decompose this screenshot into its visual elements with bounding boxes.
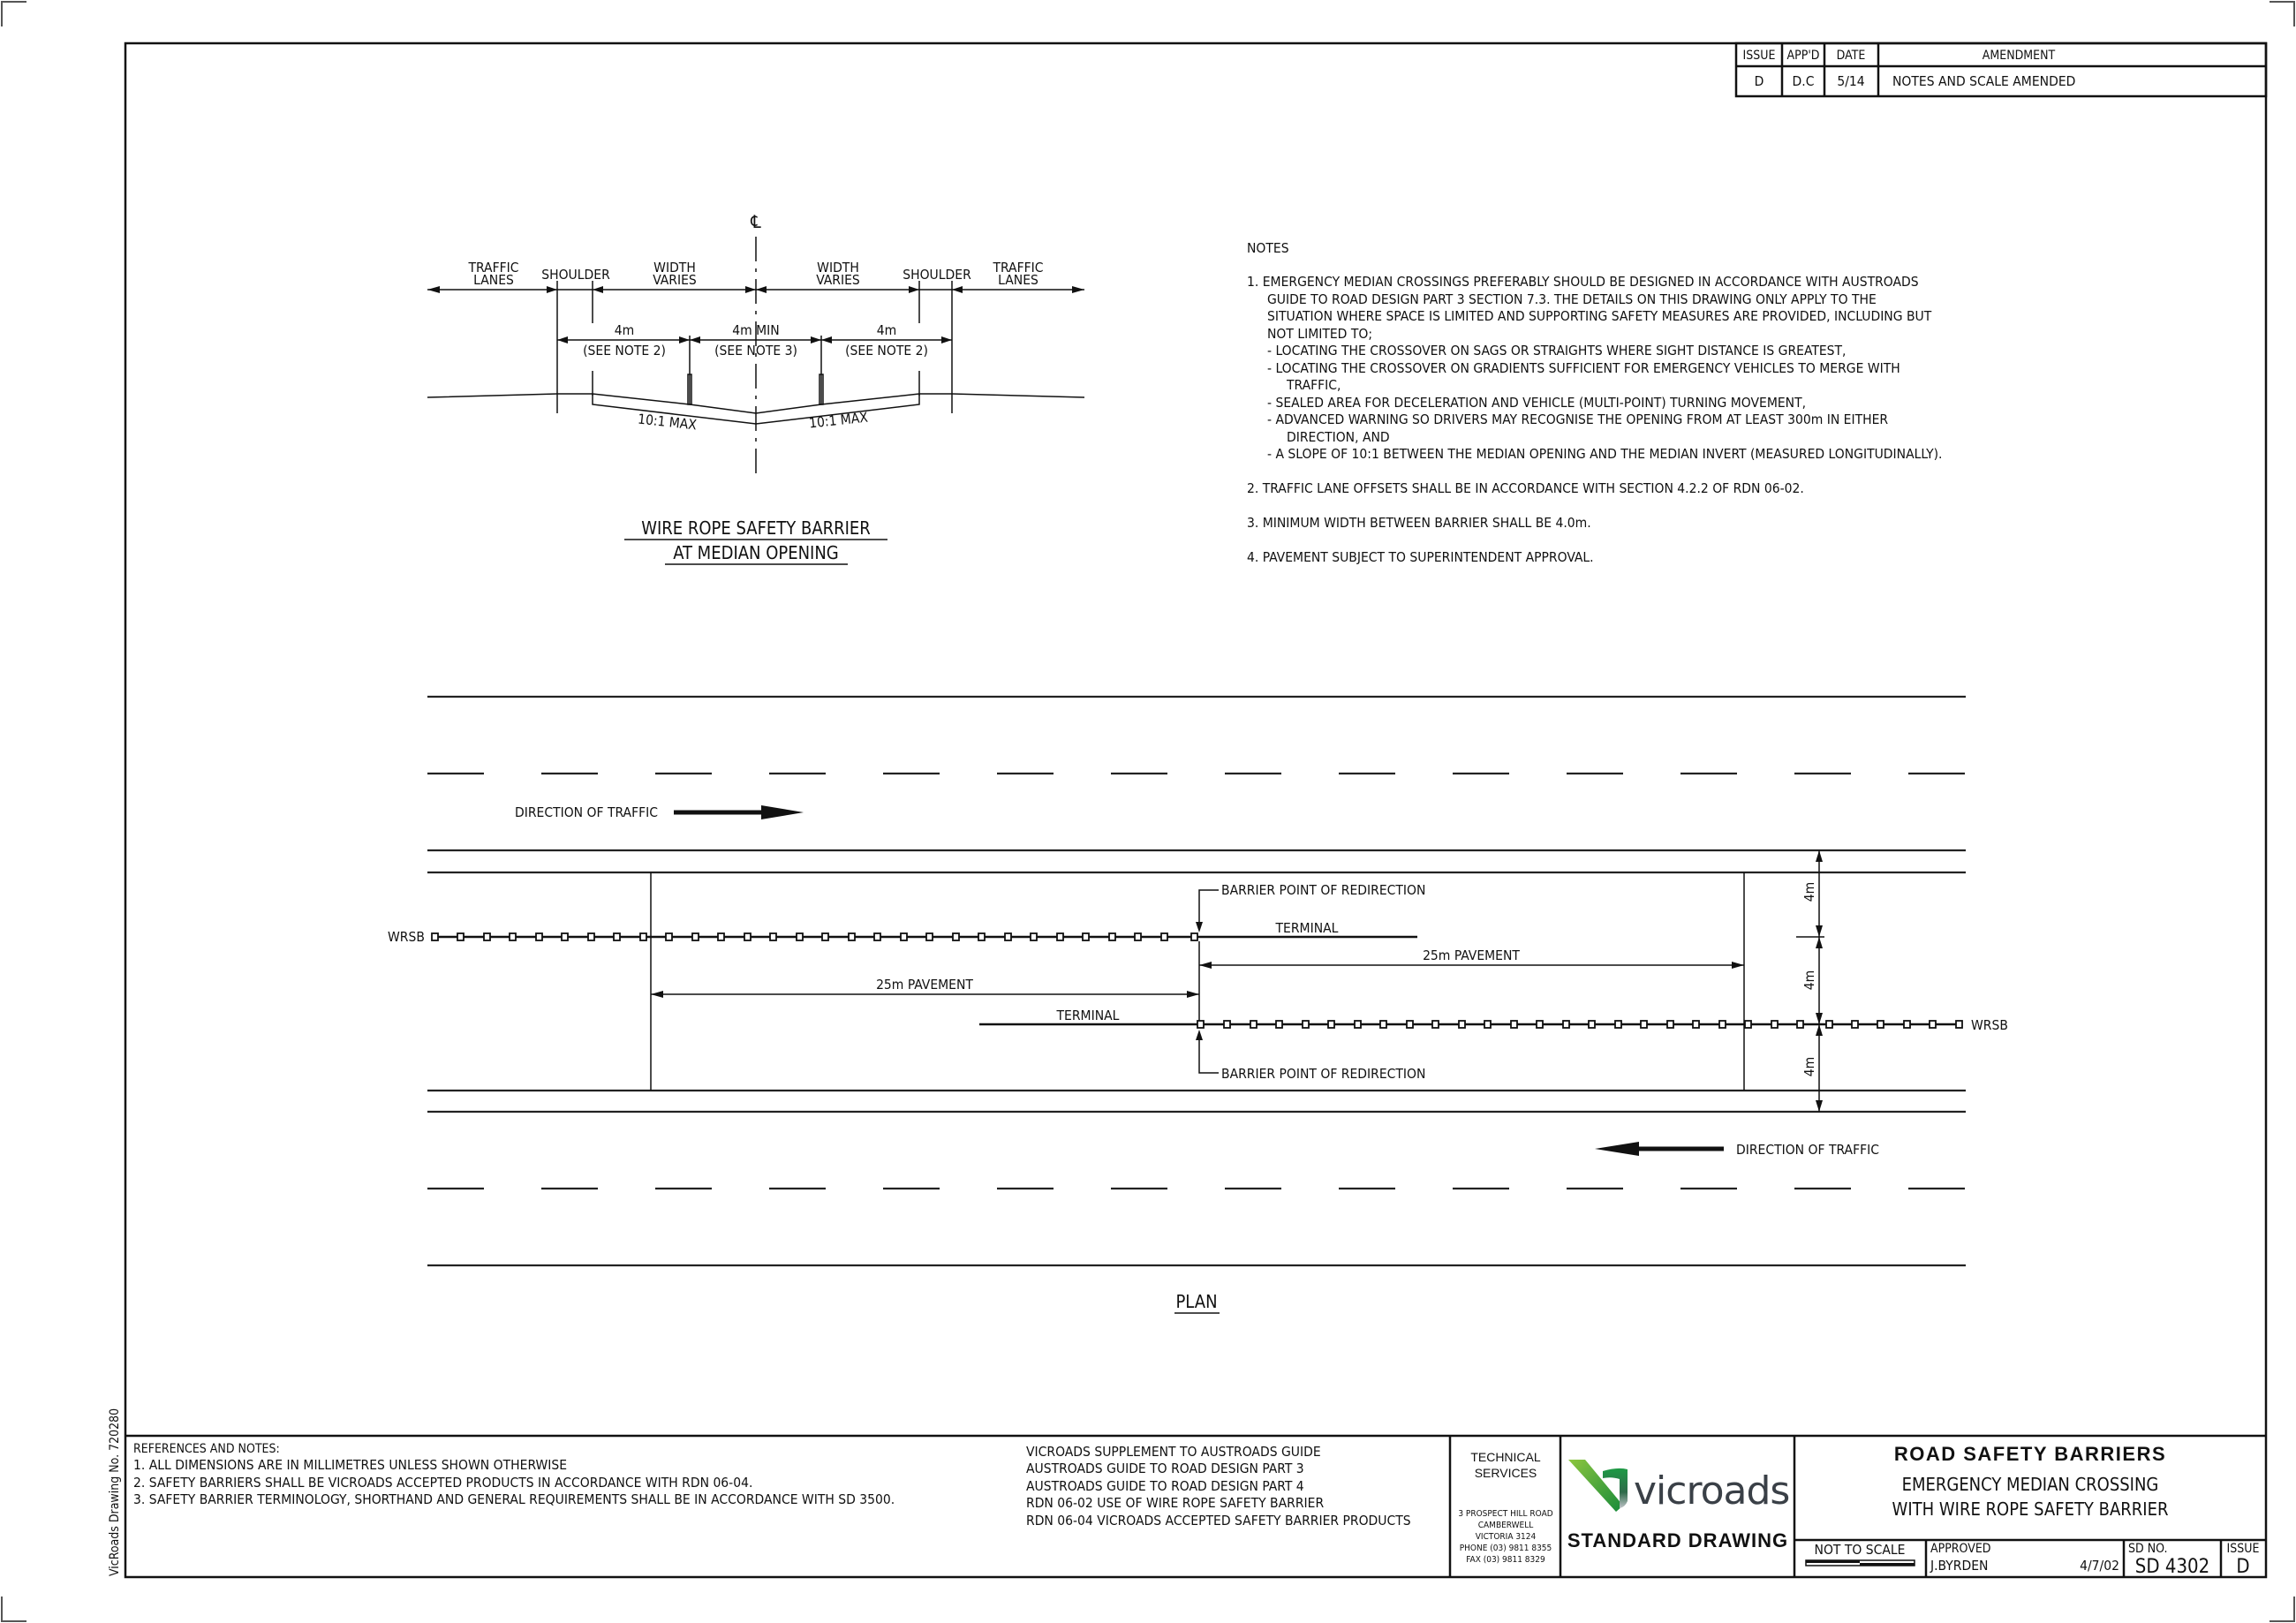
note-line: 3. MINIMUM WIDTH BETWEEN BARRIER SHALL BE 4.0m.: [1247, 515, 1591, 531]
amendment-header-date: DATE: [1836, 49, 1866, 63]
office-address: CAMBERWELL: [1477, 1521, 1534, 1530]
dim-left-note: (SEE NOTE 2): [583, 343, 666, 359]
amendment-approved: D.C: [1792, 73, 1815, 89]
label-shoulder-right: SHOULDER: [903, 267, 971, 283]
drawing-subtitle-line1: EMERGENCY MEDIAN CROSSING: [1901, 1474, 2159, 1495]
drawing-border: [125, 43, 2266, 1577]
office-address: 3 PROSPECT HILL ROAD: [1458, 1509, 1553, 1519]
office-address: FAX (03) 9811 8329: [1466, 1555, 1545, 1565]
note-line: - SEALED AREA FOR DECELERATION AND VEHICLE (MULTI-POINT) TURNING MOVEMENT,: [1267, 395, 1807, 411]
centreline-symbol: ℄: [751, 211, 761, 232]
wrsb-label-right: WRSB: [1971, 1017, 2008, 1033]
dim-right-note: (SEE NOTE 2): [845, 343, 928, 359]
reference-doc: AUSTROADS GUIDE TO ROAD DESIGN PART 3: [1026, 1461, 1304, 1476]
slope-left-label: 10:1 MAX: [637, 411, 698, 434]
logo-text: vicroads: [1634, 1468, 1790, 1514]
pavement-25m-bottom: 25m PAVEMENT: [876, 977, 973, 993]
references-heading: REFERENCES AND NOTES:: [133, 1442, 280, 1456]
note-line: 2. TRAFFIC LANE OFFSETS SHALL BE IN ACCORDANCE WITH SECTION 4.2.2 OF RDN 06-02.: [1247, 480, 1804, 496]
reference-doc: AUSTROADS GUIDE TO ROAD DESIGN PART 4: [1026, 1478, 1304, 1494]
label-traffic-lanes-right-2: LANES: [998, 272, 1038, 288]
plan-title: PLAN: [1175, 1291, 1218, 1312]
note-line: - LOCATING THE CROSSOVER ON SAGS OR STRAIGHTS WHERE SIGHT DISTANCE IS GREATEST,: [1267, 343, 1847, 359]
dim-right-4m: 4m: [876, 322, 897, 338]
reference-note: 3. SAFETY BARRIER TERMINOLOGY, SHORTHAND AND GENERAL REQUIREMENTS SHALL BE IN ACCORDANCE WITH SD 3500.: [133, 1491, 895, 1507]
reference-doc: RDN 06-04 VICROADS ACCEPTED SAFETY BARRIER PRODUCTS: [1026, 1513, 1411, 1529]
notes-block: [1247, 240, 1942, 565]
wrsb-label-left: WRSB: [388, 929, 425, 945]
note-line: 4. PAVEMENT SUBJECT TO SUPERINTENDENT APPROVAL.: [1247, 549, 1594, 565]
issue-label: ISSUE: [2226, 1542, 2260, 1556]
dim-left-4m: 4m: [614, 322, 635, 338]
section-title-line2: AT MEDIAN OPENING: [673, 542, 839, 563]
direction-of-traffic-top: DIRECTION OF TRAFFIC: [515, 804, 658, 820]
notes-heading: NOTES: [1247, 240, 1289, 256]
terminal-bottom-label: TERMINAL: [1056, 1008, 1120, 1023]
label-width-varies-left-2: VARIES: [653, 272, 697, 288]
office-name-line1: TECHNICAL: [1470, 1450, 1541, 1464]
arrow-left-icon: [1595, 1142, 1724, 1156]
drawing-subtitle-line2: WITH WIRE ROPE SAFETY BARRIER: [1892, 1498, 2169, 1520]
scale-bar-icon: [1806, 1560, 1915, 1566]
label-shoulder-left: SHOULDER: [541, 267, 610, 283]
title-block: [125, 1436, 2266, 1578]
dim-4m-top: 4m: [1801, 881, 1817, 902]
label-traffic-lanes-left-1: TRAFFIC: [468, 260, 519, 276]
arrow-right-icon: [674, 805, 804, 819]
terminal-top-label: TERMINAL: [1275, 920, 1339, 936]
page-corner-marks: [2, 2, 2294, 1621]
issue-value: D: [2236, 1556, 2250, 1578]
plan-view: [388, 697, 2008, 1313]
drawing-number-side-label: VicRoads Drawing No. 720280: [108, 1408, 122, 1576]
amendment-header-amendment: AMENDMENT: [1982, 49, 2056, 63]
sd-number: SD 4302: [2134, 1556, 2210, 1578]
note-line: NOT LIMITED TO;: [1267, 326, 1373, 342]
vicroads-logo: [1568, 1460, 1789, 1514]
standard-drawing-label: STANDARD DRAWING: [1567, 1529, 1789, 1551]
approved-date: 4/7/02: [2080, 1558, 2119, 1574]
barrier-point-of-redirection-top: BARRIER POINT OF REDIRECTION: [1221, 882, 1426, 898]
dim-4m-bottom: 4m: [1801, 1056, 1817, 1077]
label-traffic-lanes-left-2: LANES: [473, 272, 514, 288]
slope-right-label: 10:1 MAX: [808, 409, 869, 432]
dim-mid-note: (SEE NOTE 3): [714, 343, 797, 359]
barrier-point-of-redirection-bottom: BARRIER POINT OF REDIRECTION: [1221, 1066, 1426, 1082]
note-line: GUIDE TO ROAD DESIGN PART 3 SECTION 7.3. THE DETAILS ON THIS DRAWING ONLY APPLY TO THE: [1267, 291, 1877, 307]
office-address: PHONE (03) 9811 8355: [1459, 1544, 1552, 1553]
amendment-description: NOTES AND SCALE AMENDED: [1892, 73, 2076, 89]
label-width-varies-left-1: WIDTH: [653, 260, 696, 276]
scale-label: NOT TO SCALE: [1814, 1542, 1906, 1558]
approved-by: J.BYRDEN: [1930, 1558, 1989, 1574]
label-width-varies-right-2: VARIES: [816, 272, 860, 288]
reference-note: 2. SAFETY BARRIERS SHALL BE VICROADS ACCEPTED PRODUCTS IN ACCORDANCE WITH RDN 06-04.: [133, 1475, 753, 1491]
office-name-line2: SERVICES: [1474, 1466, 1537, 1480]
amendment-table: [1736, 43, 2266, 96]
reference-note: 1. ALL DIMENSIONS ARE IN MILLIMETRES UNLESS SHOWN OTHERWISE: [133, 1457, 568, 1473]
note-line: - A SLOPE OF 10:1 BETWEEN THE MEDIAN OPENING AND THE MEDIAN INVERT (MEASURED LONGITUDINALLY).: [1267, 446, 1943, 462]
reference-doc: RDN 06-02 USE OF WIRE ROPE SAFETY BARRIER: [1026, 1495, 1325, 1511]
section-title-line1: WIRE ROPE SAFETY BARRIER: [641, 517, 871, 539]
amendment-issue: D: [1754, 73, 1764, 89]
label-width-varies-right-1: WIDTH: [817, 260, 859, 276]
drawing-title: ROAD SAFETY BARRIERS: [1893, 1443, 2167, 1465]
section-view: [427, 211, 1084, 564]
reference-doc: VICROADS SUPPLEMENT TO AUSTROADS GUIDE: [1026, 1444, 1321, 1460]
direction-of-traffic-bottom: DIRECTION OF TRAFFIC: [1736, 1142, 1879, 1158]
note-line: SITUATION WHERE SPACE IS LIMITED AND SUPPORTING SAFETY MEASURES ARE PROVIDED, INCLUDING BUT: [1267, 308, 1932, 324]
note-line: - LOCATING THE CROSSOVER ON GRADIENTS SUFFICIENT FOR EMERGENCY VEHICLES TO MERGE WITH: [1267, 360, 1900, 376]
pavement-25m-top: 25m PAVEMENT: [1423, 947, 1520, 963]
amendment-header-approved: APP'D: [1786, 49, 1820, 63]
label-traffic-lanes-right-1: TRAFFIC: [993, 260, 1044, 276]
dim-4m-middle: 4m: [1801, 970, 1817, 991]
logo-mark-icon: [1568, 1460, 1623, 1512]
amendment-header-issue: ISSUE: [1742, 49, 1776, 63]
note-line: TRAFFIC,: [1287, 377, 1341, 393]
sd-number-label: SD NO.: [2128, 1542, 2168, 1556]
amendment-date: 5/14: [1837, 73, 1865, 89]
office-address: VICTORIA 3124: [1475, 1532, 1537, 1542]
note-line: - ADVANCED WARNING SO DRIVERS MAY RECOGNISE THE OPENING FROM AT LEAST 300m IN EITHER: [1267, 411, 1889, 427]
approved-label: APPROVED: [1930, 1542, 1991, 1556]
note-line: 1. EMERGENCY MEDIAN CROSSINGS PREFERABLY SHOULD BE DESIGNED IN ACCORDANCE WITH AUSTROADS: [1247, 274, 1919, 290]
dim-mid-4m-min: 4m MIN: [732, 322, 780, 338]
note-line: DIRECTION, AND: [1287, 429, 1390, 445]
